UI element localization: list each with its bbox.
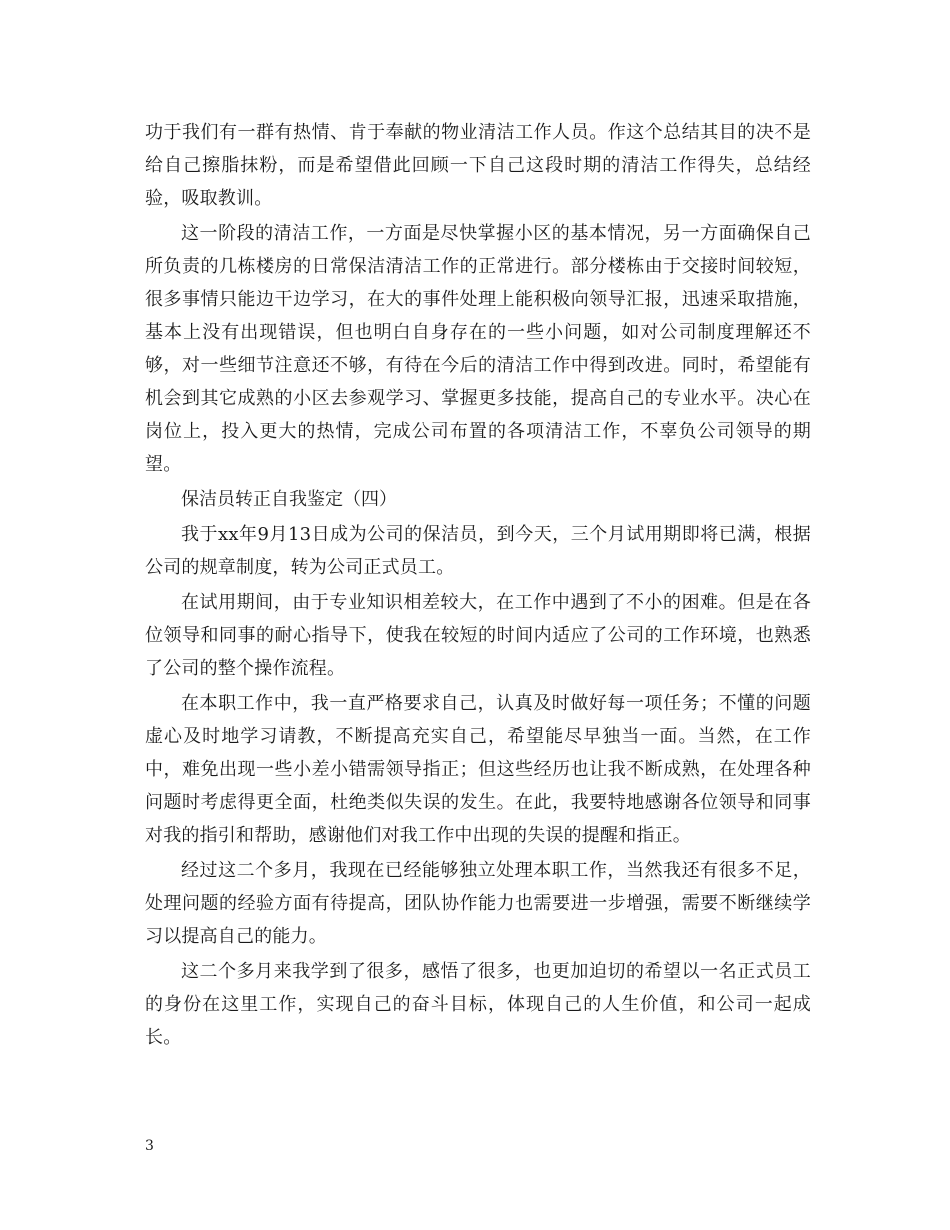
paragraph-2: 这一阶段的清洁工作，一方面是尽快掌握小区的基本情况，另一方面确保自己所负责的几栋楼房的日常保洁清洁工作的正常进行。部分楼栋由于交接时间较短，很多事情只能边干边学习，在大的事件处理上能积极向领导汇报，迅速采取措施，基本上没有出现错误，但也明白自身存在的一些小问题，如对公司制度理解还不够，对一些细节注意还不够，有待在今后的清洁工作中得到改进。同时，希望能有机会到其它成熟的小区去参观学习、掌握更多技能，提高自己的专业水平。决心在岗位上，投入更大的热情，完成公司布置的各项清洁工作，不辜负公司领导的期望。 [145,223,811,475]
paragraph-3: 我于xx年9月13日成为公司的保洁员，到今天，三个月试用期即将已满，根据公司的规章制度，转为公司正式员工。 [145,524,811,578]
paragraph-5: 在本职工作中，我一直严格要求自己，认真及时做好每一项任务；不懂的问题虚心及时地学习请教，不断提高充实自己，希望能尽早独当一面。当然，在工作中，难免出现一些小差小错需领导指正；但这些经历也让我不断成熟，在处理各种问题时考虑得更全面，杜绝类似失误的发生。在此，我要特地感谢各位领导和同事对我的指引和帮助，感谢他们对我工作中出现的失误的提醒和指正。 [145,693,811,846]
section-heading: 保洁员转正自我鉴定（四） [181,489,397,510]
paragraph-6: 经过这二个多月，我现在已经能够独立处理本职工作，当然我还有很多不足，处理问题的经验方面有待提高，团队协作能力也需要进一步增强，需要不断继续学习以提高自己的能力。 [145,860,811,947]
document-body [145,116,811,1056]
paragraph-7: 这二个多月来我学到了很多，感悟了很多，也更加迫切的希望以一名正式员工的身份在这里工作，实现自己的奋斗目标，体现自己的人生价值，和公司一起成长。 [145,961,811,1048]
page-number: 3 [145,1138,154,1154]
paragraph-1: 功于我们有一群有热情、肯于奉献的物业清洁工作人员。作这个总结其目的决不是给自己擦脂抹粉，而是希望借此回顾一下自己这段时期的清洁工作得失，总结经验，吸取教训。 [145,122,811,209]
paragraph-4: 在试用期间，由于专业知识相差较大，在工作中遇到了不小的困难。但是在各位领导和同事的耐心指导下，使我在较短的时间内适应了公司的工作环境，也熟悉了公司的整个操作流程。 [145,592,811,679]
